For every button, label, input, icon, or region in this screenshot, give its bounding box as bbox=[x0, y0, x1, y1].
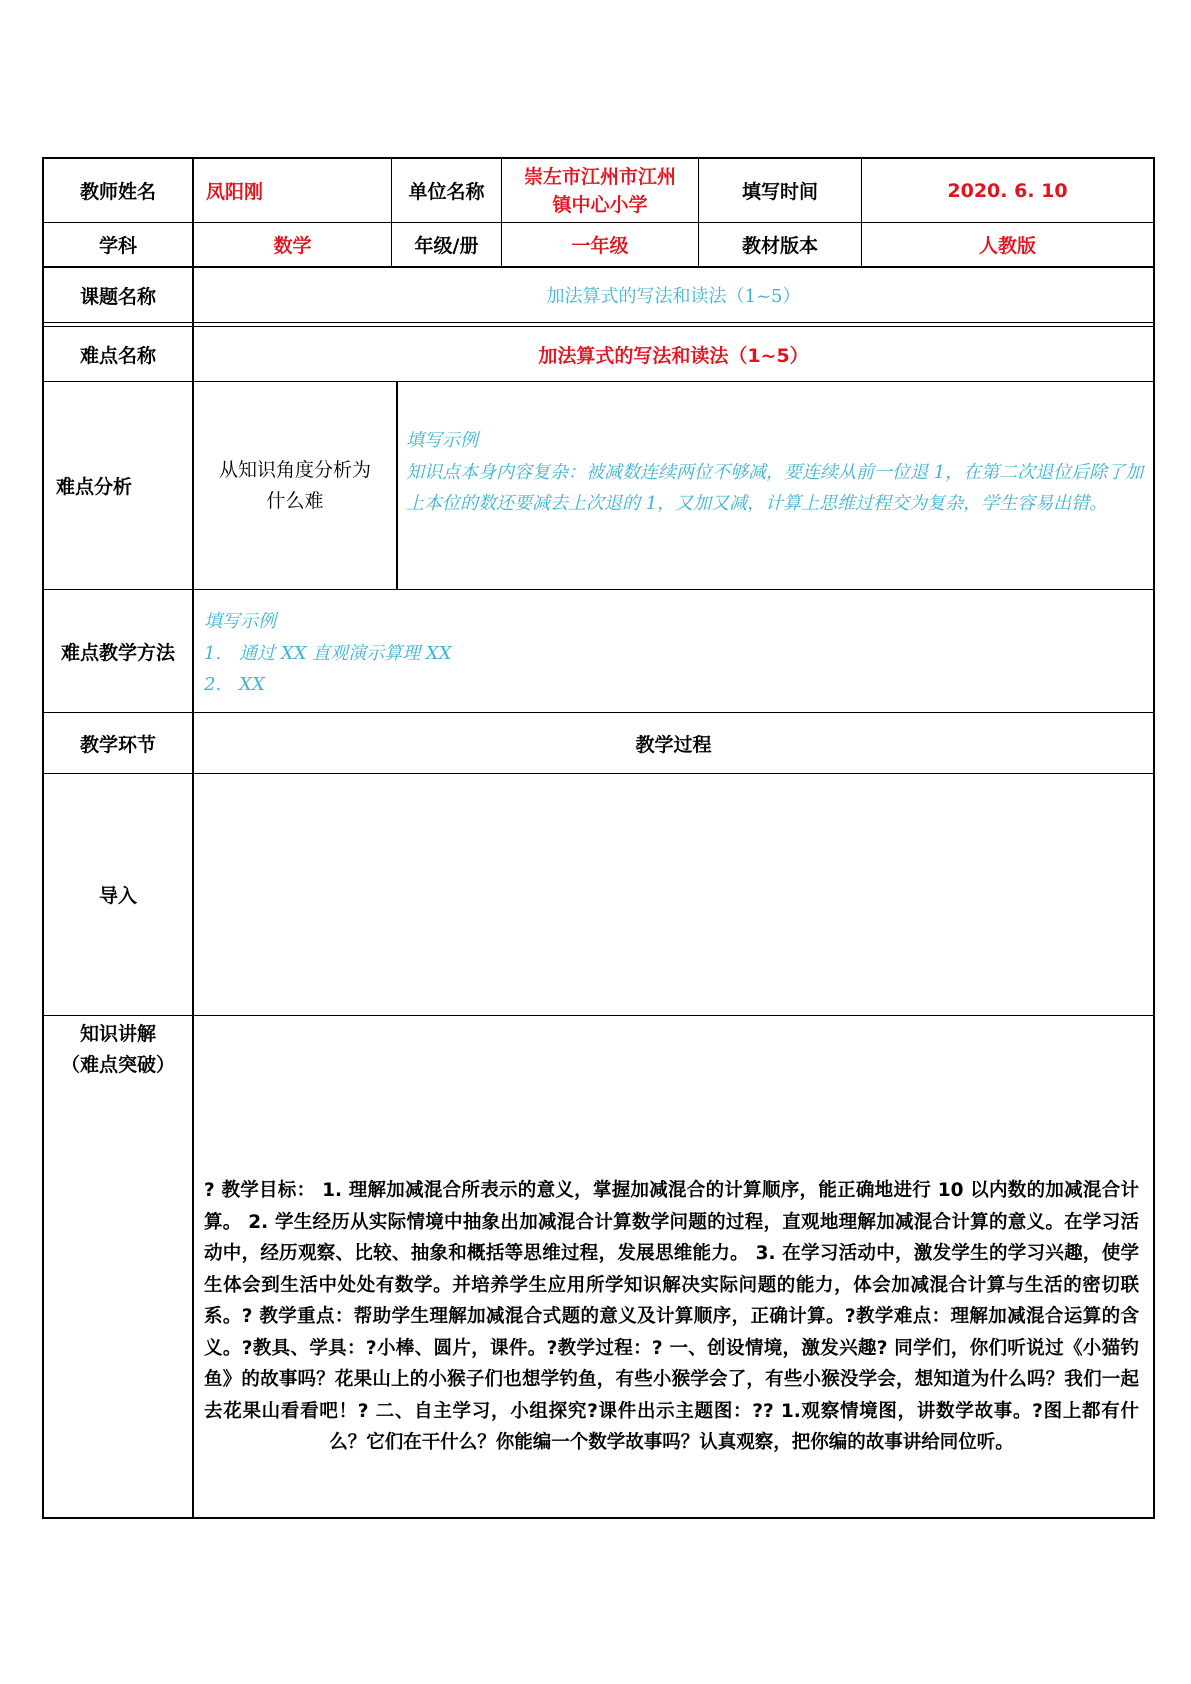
method-label: 难点教学方法 bbox=[60, 641, 175, 664]
difficulty-label: 难点名称 bbox=[79, 344, 156, 367]
table-rule bbox=[42, 1517, 1155, 1519]
stage-label: 教学环节 bbox=[79, 733, 156, 756]
intro-label: 导入 bbox=[98, 885, 137, 907]
unit-name-line2: 镇中心小学 bbox=[552, 193, 648, 216]
table-rule bbox=[1153, 157, 1155, 1519]
difficulty-value: 加法算式的写法和读法（1~5） bbox=[538, 344, 809, 367]
edition-label: 教材版本 bbox=[741, 235, 818, 257]
knowledge-label bbox=[44, 1019, 192, 1081]
table-rule bbox=[42, 589, 1155, 590]
topic-label: 课题名称 bbox=[79, 285, 156, 308]
analysis-sub-label: 从知识角度分析为什么难 bbox=[218, 458, 371, 512]
method-item-1: 1. 通过 XX 直观演示算理 XX bbox=[204, 642, 452, 664]
unit-name-line1: 崇左市江州市江州 bbox=[523, 165, 676, 188]
knowledge-label-line2: （难点突破） bbox=[60, 1054, 175, 1076]
knowledge-content: ? 教学目标： 1. 理解加减混合所表示的意义，掌握加减混合的计算顺序，能正确地进行 10 以内数的加减混合计算。 2. 学生经历从实际情境中抽象出加减混合计算数学问题的过程，直观地理解加减混合计算的意义。在学习活动中，经历观察、比较、抽象和概括等思维过程，发展思维能力。 3. 在学习活动中，激发学生的学习兴趣，使学生体会到生活中处处有数学。并培养学生应用所学知识解决实际问题的能力，体会加减混合计算与生活的密切联系。? 教学重点：帮助学生理解加减混合式题的意义及计算顺序，正确计算。?教学难点：理解加减混合运算的含义。?教具、学具：?小棒、圆片，课件。?教学过程：? 一、创设情境，激发兴趣? 同学们，你们听说过《小猫钓鱼》的故事吗？花果山上的小猴子们也想学钓鱼，有些小猴学会了，有些小猴没学会，想知道为什么吗？我们一起去花果山看看吧！? 二、自主学习，小组探究?课件出示主题图：?? 1.观察情境图，讲数学故事。?图上都有什么？它们在干什么？你能编一个数学故事吗？认真观察，把你编的故事讲给同位听。 bbox=[204, 1180, 1139, 1453]
teacher-label: 教师姓名 bbox=[79, 181, 156, 203]
subject-label: 学科 bbox=[98, 235, 137, 257]
method-example-title: 填写示例 bbox=[204, 611, 276, 632]
unit-label: 单位名称 bbox=[408, 181, 485, 203]
table-rule bbox=[42, 322, 1155, 323]
method-item-2: 2. XX bbox=[204, 674, 265, 695]
date-value: 2020. 6. 10 bbox=[947, 179, 1068, 202]
analysis-label: 难点分析 bbox=[56, 476, 133, 498]
table-rule bbox=[42, 1015, 1155, 1016]
analysis-example-title: 填写示例 bbox=[406, 430, 478, 451]
edition-value: 人教版 bbox=[978, 235, 1036, 257]
teacher-name: 凤阳刚 bbox=[206, 181, 264, 203]
method-example bbox=[204, 606, 1104, 701]
subject-value: 数学 bbox=[273, 235, 312, 257]
date-label: 填写时间 bbox=[741, 181, 818, 203]
analysis-example-text: 知识点本身内容复杂：被减数连续两位不够减，要连续从前一位退 1，在第二次退位后除了加上本位的数还要减去上次退的 1，又加又减，计算上思维过程交为复杂，学生容易出错。 bbox=[406, 461, 1144, 514]
knowledge-label-line1: 知识讲解 bbox=[79, 1023, 156, 1045]
grade-label: 年级/册 bbox=[414, 235, 479, 257]
table-rule bbox=[396, 381, 398, 590]
grade-value: 一年级 bbox=[571, 235, 629, 257]
process-label: 教学过程 bbox=[635, 733, 712, 756]
topic-value: 加法算式的写法和读法（1~5） bbox=[546, 286, 801, 307]
intro-content bbox=[194, 774, 1153, 1015]
analysis-example bbox=[406, 425, 1146, 520]
unit-name bbox=[502, 159, 698, 222]
